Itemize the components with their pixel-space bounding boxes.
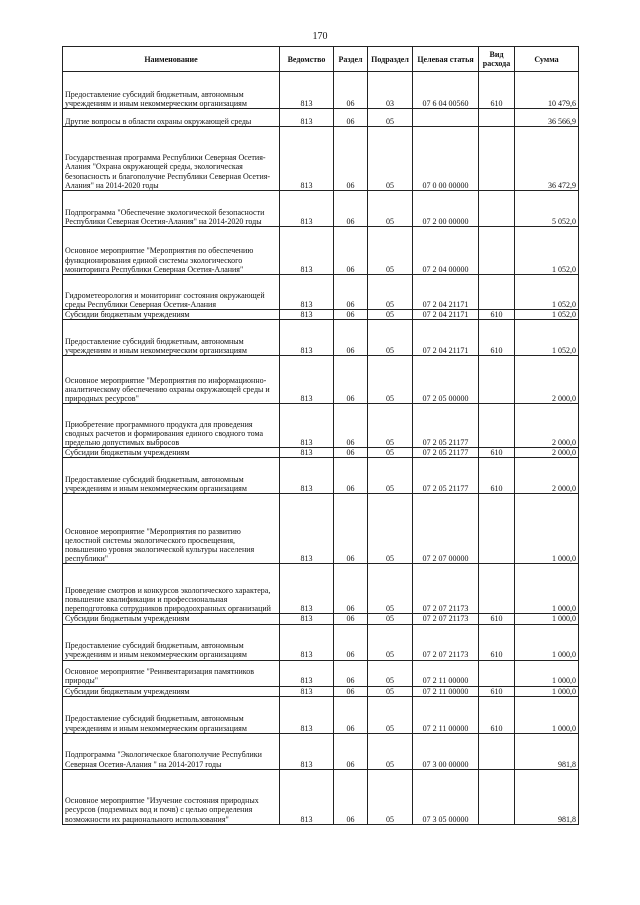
cell-vedomstvo: 813 [280, 275, 334, 310]
cell-name: Предоставление субсидий бюджетным, автономным учреждениям и иным некоммерческим организациям [63, 72, 280, 109]
cell-target: 07 2 04 21171 [413, 275, 479, 310]
cell-podrazdel: 05 [368, 696, 413, 733]
cell-razdel: 06 [334, 404, 368, 448]
table-row [63, 127, 579, 191]
cell-sum: 1 000,0 [515, 660, 579, 686]
cell-podrazdel: 05 [368, 494, 413, 564]
cell-vedomstvo: 813 [280, 686, 334, 696]
cell-vedomstvo: 813 [280, 72, 334, 109]
cell-vedomstvo: 813 [280, 227, 334, 275]
cell-sum: 1 000,0 [515, 564, 579, 614]
page-number: 170 [312, 31, 328, 42]
table-row [63, 275, 579, 310]
cell-vedomstvo: 813 [280, 769, 334, 824]
cell-vid: 610 [479, 72, 515, 109]
cell-name: Предоставление субсидий бюджетным, автономным учреждениям и иным некоммерческим организациям [63, 458, 280, 494]
cell-vid [479, 564, 515, 614]
cell-podrazdel: 05 [368, 448, 413, 458]
cell-target [413, 109, 479, 127]
table-row [63, 227, 579, 275]
cell-vid [479, 227, 515, 275]
cell-podrazdel: 05 [368, 320, 413, 356]
cell-sum: 1 000,0 [515, 494, 579, 564]
cell-podrazdel: 05 [368, 127, 413, 191]
cell-vedomstvo: 813 [280, 191, 334, 227]
cell-target: 07 2 05 21177 [413, 458, 479, 494]
cell-razdel: 06 [334, 686, 368, 696]
cell-vedomstvo: 813 [280, 614, 334, 624]
cell-vid [479, 494, 515, 564]
table-row [63, 564, 579, 614]
cell-name: Основное мероприятие "Реинвентаризация памятников природы" [63, 660, 280, 686]
cell-vedomstvo: 813 [280, 733, 334, 769]
cell-target: 07 2 05 00000 [413, 356, 479, 404]
cell-razdel: 06 [334, 624, 368, 660]
cell-sum: 2 000,0 [515, 448, 579, 458]
table-row [63, 448, 579, 458]
table-row [63, 733, 579, 769]
cell-podrazdel: 05 [368, 275, 413, 310]
cell-podrazdel: 05 [368, 404, 413, 448]
cell-name: Субсидии бюджетным учреждениям [63, 686, 280, 696]
table-body [63, 72, 579, 825]
header-sum: Сумма [515, 47, 579, 72]
table-row [63, 356, 579, 404]
cell-razdel: 06 [334, 448, 368, 458]
cell-target: 07 2 00 00000 [413, 191, 479, 227]
cell-sum: 1 052,0 [515, 275, 579, 310]
cell-razdel: 06 [334, 191, 368, 227]
cell-podrazdel: 05 [368, 227, 413, 275]
cell-sum: 1 000,0 [515, 614, 579, 624]
cell-target: 07 2 04 21171 [413, 320, 479, 356]
table-row [63, 320, 579, 356]
cell-podrazdel: 03 [368, 72, 413, 109]
cell-sum: 1 052,0 [515, 320, 579, 356]
cell-podrazdel: 05 [368, 356, 413, 404]
cell-razdel: 06 [334, 494, 368, 564]
cell-target: 07 3 00 00000 [413, 733, 479, 769]
cell-razdel: 06 [334, 733, 368, 769]
cell-target: 07 2 11 00000 [413, 660, 479, 686]
cell-razdel: 06 [334, 769, 368, 824]
cell-vedomstvo: 813 [280, 109, 334, 127]
cell-sum: 36 566,9 [515, 109, 579, 127]
cell-vid [479, 356, 515, 404]
cell-podrazdel: 05 [368, 624, 413, 660]
budget-table [62, 46, 579, 825]
cell-name: Предоставление субсидий бюджетным, автономным учреждениям и иным некоммерческим организациям [63, 320, 280, 356]
cell-target: 07 6 04 00560 [413, 72, 479, 109]
cell-vid [479, 769, 515, 824]
cell-name: Подпрограмма "Экологическое благополучие Республики Северная Осетия-Алания " на 2014-2017 годы [63, 733, 280, 769]
table-row [63, 191, 579, 227]
cell-podrazdel: 05 [368, 660, 413, 686]
cell-name: Основное мероприятие "Мероприятия по обеспечению функционирования единой системы экологического мониторинга Республики Северная Осетия-Алания" [63, 227, 280, 275]
cell-target: 07 2 04 00000 [413, 227, 479, 275]
cell-vedomstvo: 813 [280, 624, 334, 660]
cell-razdel: 06 [334, 320, 368, 356]
cell-vid: 610 [479, 310, 515, 320]
cell-razdel: 06 [334, 227, 368, 275]
cell-vedomstvo: 813 [280, 696, 334, 733]
cell-sum: 36 472,9 [515, 127, 579, 191]
cell-target: 07 3 05 00000 [413, 769, 479, 824]
cell-razdel: 06 [334, 564, 368, 614]
cell-vid: 610 [479, 624, 515, 660]
table-row [63, 458, 579, 494]
cell-name: Приобретение программного продукта для проведения сводных расчетов и формирования единого сводного тома предельно допустимых выбросов [63, 404, 280, 448]
cell-name: Субсидии бюджетным учреждениям [63, 614, 280, 624]
cell-name: Основное мероприятие "Изучение состояния природных ресурсов (подземных вод и почв) с целью определения возможности их рационального использования" [63, 769, 280, 824]
cell-target: 07 2 11 00000 [413, 686, 479, 696]
cell-target: 07 2 11 00000 [413, 696, 479, 733]
cell-vid: 610 [479, 320, 515, 356]
cell-sum: 981,8 [515, 733, 579, 769]
cell-razdel: 06 [334, 109, 368, 127]
cell-target: 07 2 04 21171 [413, 310, 479, 320]
cell-name: Другие вопросы в области охраны окружающей среды [63, 109, 280, 127]
cell-razdel: 06 [334, 356, 368, 404]
cell-name: Государственная программа Республики Северная Осетия-Алания "Охрана окружающей среды, экологическая безопасность и благополучие Республики Северная Осетия-Алания" на 2014-2020 годы [63, 127, 280, 191]
cell-vid [479, 733, 515, 769]
cell-name: Предоставление субсидий бюджетным, автономным учреждениям и иным некоммерческим организациям [63, 624, 280, 660]
table-row [63, 624, 579, 660]
cell-sum: 1 000,0 [515, 696, 579, 733]
cell-sum: 1 000,0 [515, 624, 579, 660]
table-row [63, 769, 579, 824]
cell-sum: 1 000,0 [515, 686, 579, 696]
cell-vid [479, 191, 515, 227]
header-podrazdel: Подраздел [368, 47, 413, 72]
cell-vedomstvo: 813 [280, 127, 334, 191]
cell-vedomstvo: 813 [280, 356, 334, 404]
cell-sum: 5 052,0 [515, 191, 579, 227]
cell-razdel: 06 [334, 614, 368, 624]
cell-vedomstvo: 813 [280, 564, 334, 614]
cell-sum: 1 052,0 [515, 310, 579, 320]
cell-razdel: 06 [334, 696, 368, 733]
table-row [63, 310, 579, 320]
cell-vedomstvo: 813 [280, 494, 334, 564]
cell-target: 07 2 07 21173 [413, 564, 479, 614]
header-vedomstvo: Ведомство [280, 47, 334, 72]
cell-razdel: 06 [334, 72, 368, 109]
cell-vid: 610 [479, 686, 515, 696]
header-target: Целевая статья [413, 47, 479, 72]
cell-podrazdel: 05 [368, 686, 413, 696]
cell-razdel: 06 [334, 127, 368, 191]
cell-podrazdel: 05 [368, 310, 413, 320]
cell-sum: 981,8 [515, 769, 579, 824]
cell-vid: 610 [479, 448, 515, 458]
cell-sum: 2 000,0 [515, 356, 579, 404]
cell-razdel: 06 [334, 275, 368, 310]
table-row [63, 72, 579, 109]
header-vid: Вид расхода [479, 47, 515, 72]
table-header [63, 47, 579, 72]
cell-name: Проведение смотров и конкурсов экологического характера, повышение квалификации и профессиональная переподготовка сотрудников природоохранных организаций [63, 564, 280, 614]
cell-name: Основное мероприятие "Мероприятия по информационно-аналитическому обеспечению охраны окружающей среды и природных ресурсов" [63, 356, 280, 404]
cell-target: 07 0 00 00000 [413, 127, 479, 191]
cell-name: Основное мероприятие "Мероприятия по развитию целостной системы экологического просвещения, повышению уровня экологической культуры населения республики" [63, 494, 280, 564]
cell-target: 07 2 05 21177 [413, 404, 479, 448]
table-row [63, 404, 579, 448]
cell-name: Гидрометеорология и мониторинг состояния окружающей среды Республики Северная Осетия-Алания [63, 275, 280, 310]
table-row [63, 660, 579, 686]
cell-vid [479, 275, 515, 310]
table-row [63, 494, 579, 564]
cell-razdel: 06 [334, 660, 368, 686]
cell-vid: 610 [479, 614, 515, 624]
cell-name: Предоставление субсидий бюджетным, автономным учреждениям и иным некоммерческим организациям [63, 696, 280, 733]
cell-podrazdel: 05 [368, 733, 413, 769]
cell-sum: 2 000,0 [515, 404, 579, 448]
table-row [63, 696, 579, 733]
cell-target: 07 2 05 21177 [413, 448, 479, 458]
cell-vedomstvo: 813 [280, 458, 334, 494]
cell-sum: 10 479,6 [515, 72, 579, 109]
cell-target: 07 2 07 21173 [413, 614, 479, 624]
cell-vid [479, 109, 515, 127]
cell-podrazdel: 05 [368, 769, 413, 824]
cell-vid [479, 404, 515, 448]
cell-podrazdel: 05 [368, 458, 413, 494]
cell-vedomstvo: 813 [280, 404, 334, 448]
header-name: Наименование [63, 47, 280, 72]
cell-target: 07 2 07 21173 [413, 624, 479, 660]
header-razdel: Раздел [334, 47, 368, 72]
cell-razdel: 06 [334, 458, 368, 494]
cell-podrazdel: 05 [368, 564, 413, 614]
cell-vedomstvo: 813 [280, 448, 334, 458]
cell-vid: 610 [479, 696, 515, 733]
cell-vid: 610 [479, 458, 515, 494]
cell-vedomstvo: 813 [280, 310, 334, 320]
cell-vid [479, 127, 515, 191]
table-row [63, 614, 579, 624]
cell-podrazdel: 05 [368, 191, 413, 227]
cell-name: Подпрограмма "Обеспечение экологической безопасности Республики Северная Осетия-Алания" на 2014-2020 годы [63, 191, 280, 227]
cell-vid [479, 660, 515, 686]
cell-name: Субсидии бюджетным учреждениям [63, 310, 280, 320]
table-row [63, 109, 579, 127]
cell-vedomstvo: 813 [280, 660, 334, 686]
cell-vedomstvo: 813 [280, 320, 334, 356]
cell-target: 07 2 07 00000 [413, 494, 479, 564]
cell-sum: 1 052,0 [515, 227, 579, 275]
cell-podrazdel: 05 [368, 614, 413, 624]
cell-podrazdel: 05 [368, 109, 413, 127]
table-row [63, 686, 579, 696]
cell-sum: 2 000,0 [515, 458, 579, 494]
cell-name: Субсидии бюджетным учреждениям [63, 448, 280, 458]
cell-razdel: 06 [334, 310, 368, 320]
